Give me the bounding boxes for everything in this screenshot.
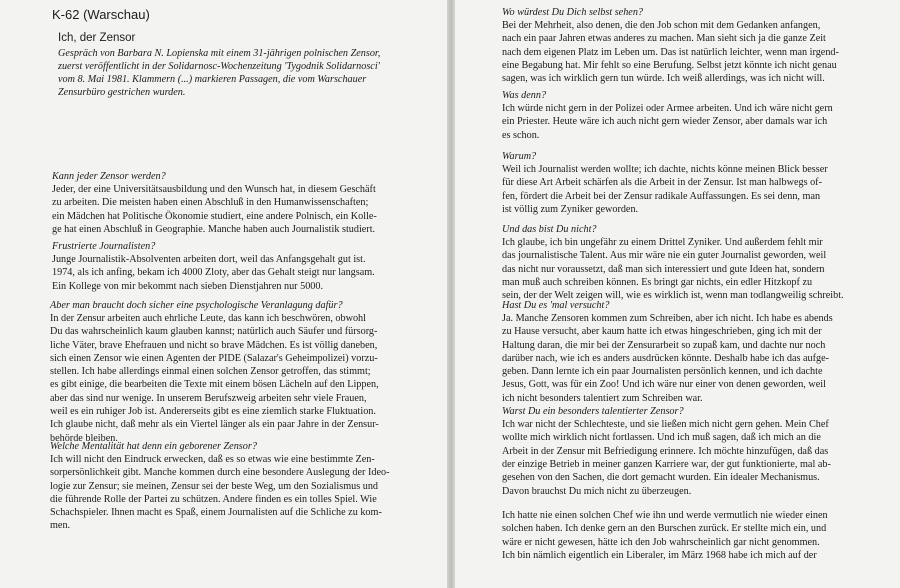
answer-line: Du das wahrscheinlich kaum glauben kannst; natürlich auch Säufer und fürsorg-	[50, 326, 378, 338]
answer-line: wollte mich wirklich nicht fortlassen. Und ich muß sagen, daß ich mich an die	[502, 432, 821, 444]
answer-line: wäre er nicht gewesen, hätte ich den Job wahrscheinlich gar nicht genommen.	[502, 536, 820, 548]
answer-line: sagen, was ich wirklich gern tun würde. Ich weiß allerdings, was ich nicht will.	[502, 73, 825, 85]
question: Warst Du ein besonders talentierter Zensor?	[502, 406, 684, 417]
paragraph	[502, 485, 691, 498]
answer-line: eine Begabung hat. Mir fehlt so eine Berufung. Selbst jetzt könnte ich nicht genau	[502, 59, 837, 71]
answer-line: geben. Dann lernte ich ein paar Journalisten persönlich kennen, und ich dachte	[502, 366, 823, 378]
answer-line: das journalistische Talent. Aus mir wäre nie ein guter Journalist geworden, weil	[502, 250, 827, 262]
answer-line: Davon brauchst Du mich nicht zu überzeugen.	[502, 486, 692, 497]
answer-line: man muß auch schreiben können. Es bringt gar nichts, ein edler Hitzkopf zu	[502, 276, 813, 288]
answer-line: zu arbeiten. Die meisten haben einen Abschluß in den Humanwissenschaften;	[52, 197, 369, 209]
answer-line: Ich glaube nicht, daß mehr als ein Viertel länger als ein paar Jahre in der Zensur-	[50, 419, 379, 431]
qa-section	[502, 223, 844, 302]
answer-line: Bei der Mehrheit, also denen, die den Job schon mit dem Gedanken anfangen,	[502, 20, 821, 31]
answer-line: stellen. Ich habe allerdings einmal einen solchen Zensor getroffen, das stimmt;	[50, 366, 371, 378]
answer-line: Ein Kollege von mir bekommt nach sieben Dienstjahren nur 5000.	[52, 280, 324, 292]
answer-line: ein Mädchen hat Politische Ökonomie studiert, eine andere Polnisch, ein Kolle-	[52, 210, 377, 222]
question: Hast Du es 'mal versucht?	[502, 300, 610, 311]
qa-section	[52, 240, 375, 293]
answer-line: 1974, als ich anfing, bekam ich 4000 Zloty, aber das Gehalt steigt nur langsam.	[52, 267, 375, 279]
answer-line: aber das sind nur wenige. In unserem Berufszweig arbeiten sehr viele Frauen,	[50, 392, 367, 404]
page-header: K-62 (Warschau)	[52, 7, 150, 22]
question: Und das bist Du nicht?	[502, 224, 597, 235]
answer-line: Weil ich Journalist werden wollte; ich dachte, nichts könne meinen Blick besser	[502, 164, 828, 175]
answer-line: Schachspieler. Ihnen macht es Spaß, einem Journalisten auf die Schliche zu kom-	[50, 507, 382, 519]
question: Aber man braucht doch sicher eine psychologische Veranlagung dafür?	[50, 300, 343, 311]
qa-section	[502, 89, 833, 142]
article-intro	[58, 47, 380, 99]
answer-line: Junge Journalistik-Absolventen arbeiten dort, weil das Anfangsgehalt gut ist.	[52, 254, 366, 265]
question: Welche Mentalität hat denn ein geborener Zensor?	[50, 441, 257, 452]
answer-line: ge hat einen Abschluß in Geographie. Manche haben auch Journalistik studiert.	[52, 223, 376, 235]
answer-line: für diese Art Arbeit schärfen als die Arbeit in der Zensur. Ist man halbwegs of-	[502, 177, 822, 189]
question: Frustrierte Journalisten?	[52, 241, 156, 252]
answer-line: nach ein paar Jahren etwas anderes zu machen. Man sieht sich ja die ganze Zeit	[502, 33, 826, 45]
answer-line: Ich will nicht den Eindruck erwecken, daß es so etwas wie eine bestimmte Zen-	[50, 454, 375, 465]
answer-line: In der Zensur arbeiten auch ehrliche Leute, das kann ich beschwören, obwohl	[50, 313, 366, 324]
answer-line: es gibt einige, die bearbeiten die Texte mit einem bösen Lächeln auf den Lippen,	[50, 379, 379, 391]
answer-line: Jesus, Gott, was für ein Zoo! Und ich wäre nur einer von denen geworden, weil	[502, 379, 826, 391]
qa-section	[502, 299, 833, 405]
question: Kann jeder Zensor werden?	[52, 171, 166, 182]
article-title: Ich, der Zensor	[58, 32, 136, 44]
answer-line: sich einen Zensor wie einen Agenten der PIDE (Salazar's Geheimpolizei) vorzu-	[50, 352, 378, 364]
paragraph	[502, 509, 828, 562]
right-page	[455, 0, 900, 588]
answer-line: Ja. Manche Zensoren kommen zum Schreiben, aber ich nicht. Ich habe es abends	[502, 313, 833, 324]
question: Wo würdest Du Dich selbst sehen?	[502, 7, 644, 18]
answer-line: logie zur Zensur; sie meinen, Zensur sei der beste Weg, um den Sozialismus und	[50, 480, 379, 492]
answer-line: weil es ein ruhiger Job ist. Andererseits gibt es eine ziemlich starke Fluktuation.	[50, 406, 376, 418]
answer-line: gesehen von den Sachen, die dort gemacht wurden. Ein idealer Mechanismus.	[502, 472, 820, 484]
answer-line: Ich hatte nie einen solchen Chef wie ihn und werde vermutlich nie wieder einen	[502, 510, 828, 521]
qa-section	[50, 440, 390, 533]
answer-line: darüber nach, wie ich es anders ausdrücken könnte. Deshalb habe ich das aufge-	[502, 352, 829, 364]
intro-line: vom 8. Mai 1981. Klammern (...) markieren Passagen, die vom Warschauer	[58, 74, 367, 85]
answer-line: der einzige Betrieb in meiner ganzen Karriere war, der gut funktionierte, mal ab-	[502, 458, 831, 470]
answer-line: men.	[50, 520, 71, 532]
answer-line: solchen haben. Ich denke gern an den Burschen zurück. Er stellte mich ein, und	[502, 523, 827, 535]
answer-line: liche Väter, brave Ehefrauen und nicht so brave Mädchen. Es ist völlig daneben,	[50, 339, 378, 351]
answer-line: ich nicht besonders talentiert zum Schreiben war.	[502, 392, 703, 404]
answer-line: es schon.	[502, 129, 540, 141]
answer-line: Ich bin nämlich eigentlich ein Liberaler, im März 1968 habe ich mich auf der	[502, 549, 817, 561]
answer-line: behörde bleiben.	[50, 432, 118, 444]
answer-line: nach dem eigenen Platz im Leben um. Das ist natürlich leichter, wenn man irgend-	[502, 46, 839, 58]
answer-line: ist völlig zum Zyniker geworden.	[502, 203, 639, 215]
answer-line: Haltung daran, die mir bei der Zensurarbeit so zupaß kam, und dachte nur noch	[502, 339, 826, 351]
qa-section	[502, 150, 828, 216]
answer-line: Ich würde nicht gern in der Polizei oder Armee arbeiten. Und ich wäre nicht gern	[502, 103, 833, 114]
qa-section	[52, 170, 377, 236]
answer-line: sein, der der Welt zeigen will, wie es wirklich ist, wenn man todlangweilig schreibt.	[502, 290, 844, 302]
answer-line: fen, fördert die Arbeit bei der Zensur radikale Auffassungen. Es sei denn, man	[502, 190, 821, 202]
answer-line: Jeder, der eine Universitätsausbildung und den Wunsch hat, in diesem Geschäft	[52, 184, 376, 195]
answer-line: die führende Rolle der Partei zu schützen. Andere finden es ein tolles Spiel. Wie	[50, 493, 377, 505]
qa-section	[502, 405, 831, 484]
answer-line: das nicht nur voraussetzt, daß man sich interessiert und gute Ideen hat, sondern	[502, 263, 825, 275]
answer-line: zu Hause versucht, aber kaum hatte ich etwas hingeschrieben, ging ich mit der	[502, 326, 822, 338]
book-gutter	[447, 0, 455, 588]
answer-line: sorpersönlichkeit gibt. Manche kommen durch eine besondere Auslegung der Ideo-	[50, 467, 390, 479]
answer-line: ein Priester. Heute wäre ich auch nicht gern wieder Zensor, aber damals war ich	[502, 116, 828, 128]
answer-line: Ich war nicht der Schlechteste, und sie ließen mich nicht gern gehen. Mein Chef	[502, 419, 829, 430]
question: Warum?	[502, 151, 537, 162]
qa-section	[502, 6, 839, 85]
qa-section	[50, 299, 379, 445]
intro-line: Zensurbüro gestrichen wurden.	[58, 87, 186, 98]
answer-line: Ich glaube, ich bin ungefähr zu einem Drittel Zyniker. Und außerdem fehlt mir	[502, 237, 823, 248]
question: Was denn?	[502, 90, 547, 101]
intro-line: Gespräch von Barbara N. Lopienska mit einem 31-jährigen polnischen Zensor,	[58, 48, 381, 59]
left-page	[0, 0, 447, 588]
intro-line: zuerst veröffentlicht in der Solidarnosc-Wochenzeitung 'Tygodnik Solidarnosci'	[58, 61, 380, 72]
answer-line: Arbeit in der Zensur mit Befriedigung erinnere. Ich möchte hinzufügen, daß das	[502, 445, 829, 457]
